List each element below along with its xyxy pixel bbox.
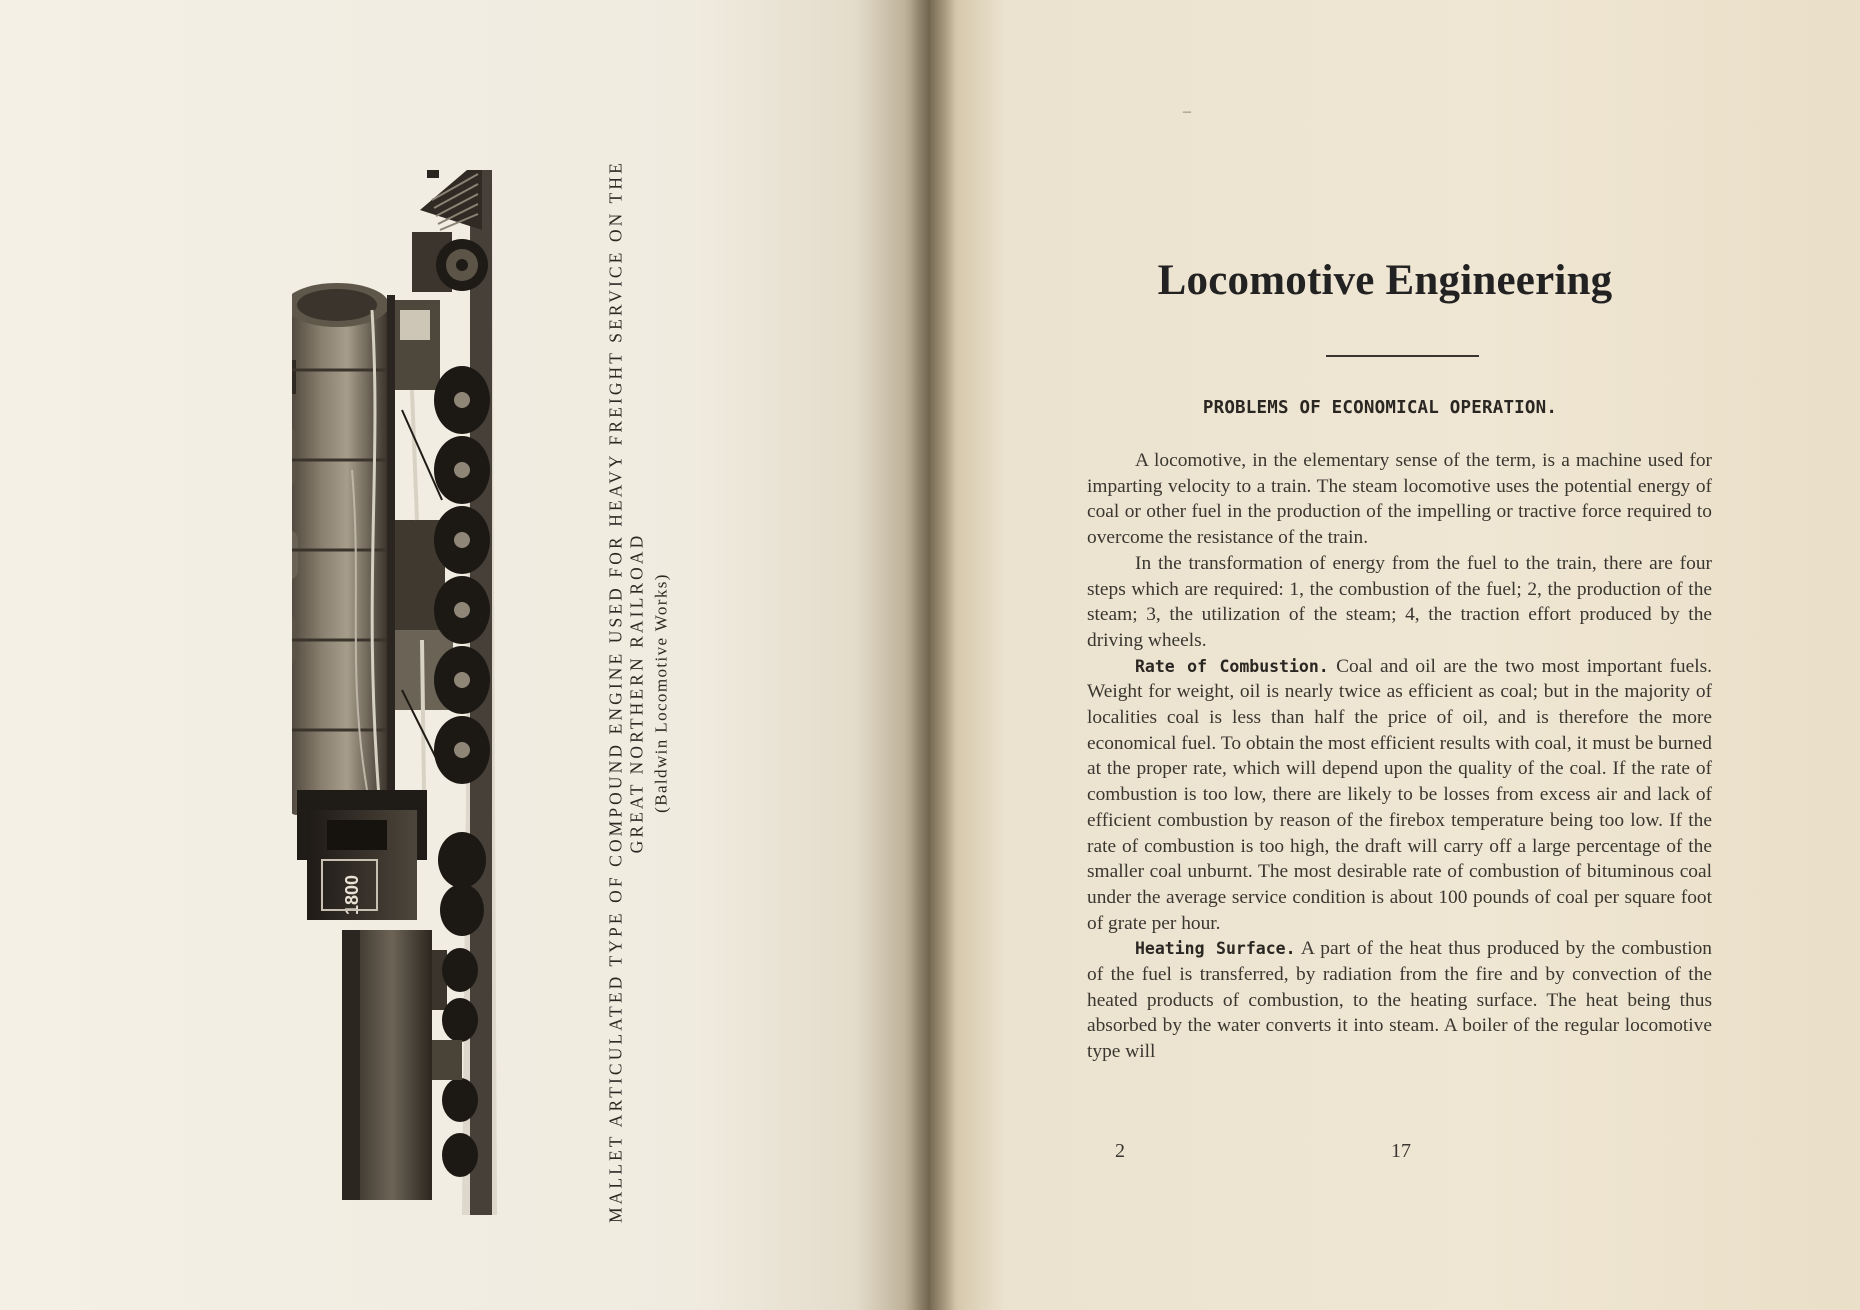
paragraph bbox=[1087, 936, 1712, 1065]
locomotive-plate bbox=[292, 170, 582, 1215]
paragraph bbox=[1087, 448, 1712, 551]
caption-line-2: GREAT NORTHERN RAILROAD bbox=[626, 532, 647, 854]
paragraph bbox=[1087, 654, 1712, 937]
section-heading: PROBLEMS OF ECONOMICAL OPERATION. bbox=[1202, 398, 1558, 418]
caption-line-1: MALLET ARTICULATED TYPE OF COMPOUND ENGINE USED FOR HEAVY FREIGHT SERVICE ON THE bbox=[605, 160, 626, 1223]
paragraph-text: A part of the heat thus produced by the combustion of the fuel is transferred, by radiation from the fire and by convection of the heated products of combustion, to the heating surface. The heat being thus absorbed by the water converts it into steam. A boiler of the regular locomotive type will bbox=[1087, 938, 1712, 1063]
gutter bbox=[905, 0, 955, 1310]
body-text bbox=[1087, 448, 1712, 1065]
plate-caption bbox=[605, 160, 673, 1223]
pilot bbox=[420, 170, 482, 230]
paragraph-text: In the transformation of energy from the fuel to the train, there are four steps which are required: 1, the combustion of the fuel; 2, the production of the steam; 3, the utilization of the steam; 4, the traction effort produced by the driving wheels. bbox=[1087, 552, 1712, 651]
paragraph-text: A locomotive, in the elementary sense of the term, is a machine used for imparting velocity to a train. The steam locomotive uses the potential energy of coal or other fuel in the production of the impelling or tractive force required to overcome the resistance of the train. bbox=[1087, 450, 1712, 549]
signature-mark: 2 bbox=[1115, 1140, 1125, 1162]
tender bbox=[352, 930, 432, 1200]
paragraph bbox=[1087, 551, 1712, 654]
page-number: 17 bbox=[1391, 1140, 1411, 1162]
caption-credit: (Baldwin Locomotive Works) bbox=[651, 573, 671, 813]
paragraph-text: Coal and oil are the two most important fuels. Weight for weight, oil is nearly twice as efficient as coal; but in the majority of localities coal is less than half the price of oil, and is therefore the more economical fuel. To obtain the most efficient results with coal, it must be burned at the proper rate, which will depend upon the quality of the coal. If the rate of combustion is too low, there are likely to be losses from excess air and lack of efficient combustion by reason of the firebox temperature being too low. If the rate of combustion is too high, the draft will carry off a large percentage of the smaller coal unburnt. The most desirable rate of combustion of bituminous coal under the average service condition is about 100 pounds of coal per square foot of grate per hour. bbox=[1087, 655, 1712, 934]
locomotive-illustration bbox=[292, 170, 582, 1215]
page-title: Locomotive Engineering bbox=[1157, 257, 1613, 304]
corner-mark: – bbox=[1183, 103, 1191, 120]
run-in-heading: Rate of Combustion. bbox=[1135, 656, 1329, 676]
run-in-heading: Heating Surface. bbox=[1135, 939, 1296, 959]
title-divider bbox=[1326, 355, 1479, 357]
engine-number: 1800 bbox=[342, 874, 362, 916]
